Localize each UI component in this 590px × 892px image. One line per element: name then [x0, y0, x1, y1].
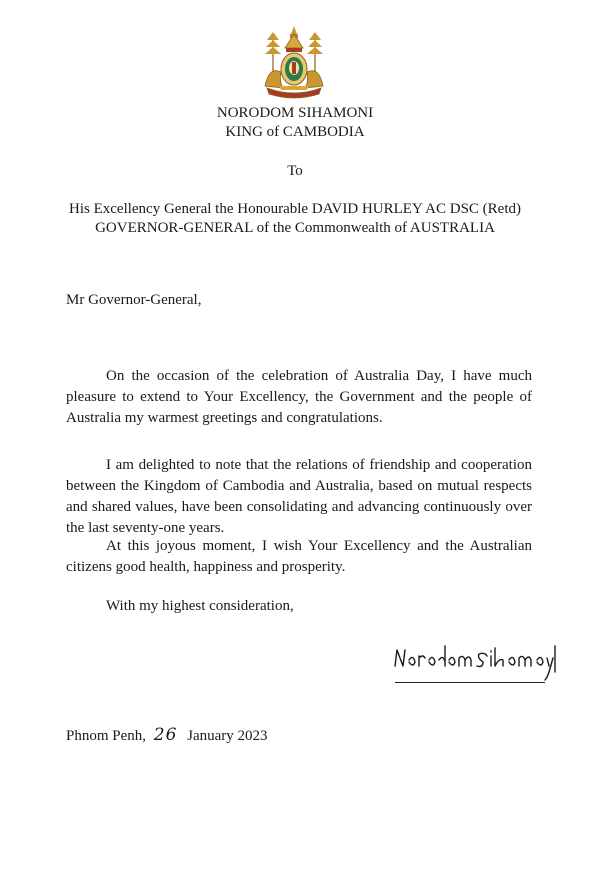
to-label: To [287, 163, 303, 179]
dateline [66, 725, 268, 747]
signature-line [395, 682, 545, 683]
dateline-place: Phnom Penh, [66, 728, 147, 744]
body-paragraph-3: At this joyous moment, I wish Your Excellency and the Australian citizens good health, happiness and prosperity. [66, 538, 532, 575]
salutation: Mr Governor-General, [66, 292, 202, 308]
signature [391, 636, 557, 686]
body-paragraph-1: On the occasion of the celebration of Australia Day, I have much pleasure to extend to Your Excellency, the Government and the people of Australia my warmest greetings and congratulations. [66, 368, 532, 426]
dateline-month-year: January 2023 [187, 728, 268, 744]
dateline-day: 26 [153, 725, 178, 745]
recipient-line-1: His Excellency General the Honourable DAVID HURLEY AC DSC (Retd) [69, 201, 521, 217]
sender-name: NORODOM SIHAMONI [216, 105, 374, 121]
body-paragraph-2: I am delighted to note that the relations of friendship and cooperation between the Kingdom of Cambodia and Australia, based on mutual respects and shared values, have been consolidating and advancing continuously over the last seventy-one years. [66, 457, 532, 536]
sender-title: KING of CAMBODIA [225, 124, 365, 140]
recipient-line-2: GOVERNOR-GENERAL of the Commonwealth of AUSTRALIA [95, 220, 495, 236]
closing: With my highest consideration, [106, 598, 294, 614]
royal-arms-of-cambodia-icon [259, 24, 329, 99]
